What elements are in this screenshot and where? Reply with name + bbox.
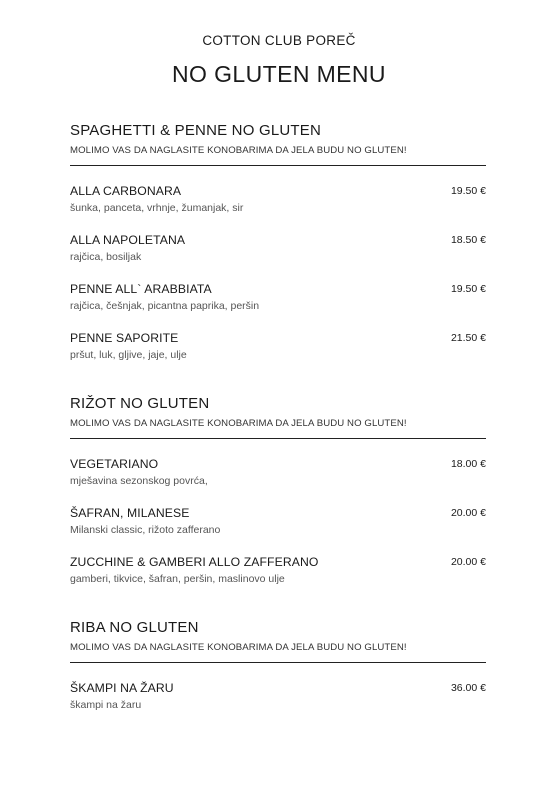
item-description: pršut, luk, gljive, jaje, ulje <box>70 349 187 361</box>
menu-item <box>70 184 486 233</box>
item-price: 18.50 € <box>450 234 486 246</box>
menu-item <box>70 331 486 380</box>
section-title: SPAGHETTI & PENNE NO GLUTEN <box>70 122 321 139</box>
item-description: mješavina sezonskog povrća, <box>70 475 208 487</box>
menu-item <box>70 457 486 506</box>
item-name: ZUCCHINE & GAMBERI ALLO ZAFFERANO <box>70 555 319 569</box>
item-description: rajčica, češnjak, picantna paprika, peršin <box>70 300 260 312</box>
menu-item <box>70 282 486 331</box>
menu-section-fish <box>70 619 486 730</box>
item-description: gamberi, tikvice, šafran, peršin, maslinovo ulje <box>70 573 285 585</box>
section-title: RIBA NO GLUTEN <box>70 619 199 636</box>
section-note: MOLIMO VAS DA NAGLASITE KONOBARIMA DA JELA BUDU NO GLUTEN! <box>70 418 407 429</box>
menu-item <box>70 555 486 604</box>
item-price: 20.00 € <box>450 556 486 568</box>
item-description: Milanski classic, rižoto zafferano <box>70 524 221 536</box>
menu-section-risotto <box>70 395 486 604</box>
item-name: ŠKAMPI NA ŽARU <box>70 681 174 695</box>
item-description: škampi na žaru <box>70 699 142 711</box>
menu-item <box>70 233 486 282</box>
item-name: PENNE ALL` ARABBIATA <box>70 282 212 296</box>
section-note: MOLIMO VAS DA NAGLASITE KONOBARIMA DA JELA BUDU NO GLUTEN! <box>70 145 407 156</box>
item-name: ŠAFRAN, MILANESE <box>70 506 190 520</box>
item-price: 18.00 € <box>450 458 486 470</box>
menu-item <box>70 506 486 555</box>
item-price: 21.50 € <box>450 332 486 344</box>
item-name: PENNE SAPORITE <box>70 331 179 345</box>
item-name: ALLA NAPOLETANA <box>70 233 186 247</box>
item-description: šunka, panceta, vrhnje, žumanjak, sir <box>70 202 244 214</box>
item-name: ALLA CARBONARA <box>70 184 182 198</box>
menu-section-pasta <box>70 122 486 380</box>
item-name: VEGETARIANO <box>70 457 159 471</box>
venue-name: COTTON CLUB POREČ <box>202 33 356 48</box>
item-price: 19.50 € <box>450 283 486 295</box>
section-divider <box>70 662 486 663</box>
item-description: rajčica, bosiljak <box>70 251 142 263</box>
section-divider <box>70 165 486 166</box>
item-price: 20.00 € <box>450 507 486 519</box>
item-price: 36.00 € <box>450 682 486 694</box>
section-note: MOLIMO VAS DA NAGLASITE KONOBARIMA DA JELA BUDU NO GLUTEN! <box>70 642 407 653</box>
section-divider <box>70 438 486 439</box>
menu-item <box>70 681 486 730</box>
section-title: RIŽOT NO GLUTEN <box>70 395 210 412</box>
item-price: 19.50 € <box>450 185 486 197</box>
page-title: NO GLUTEN MENU <box>172 61 386 87</box>
